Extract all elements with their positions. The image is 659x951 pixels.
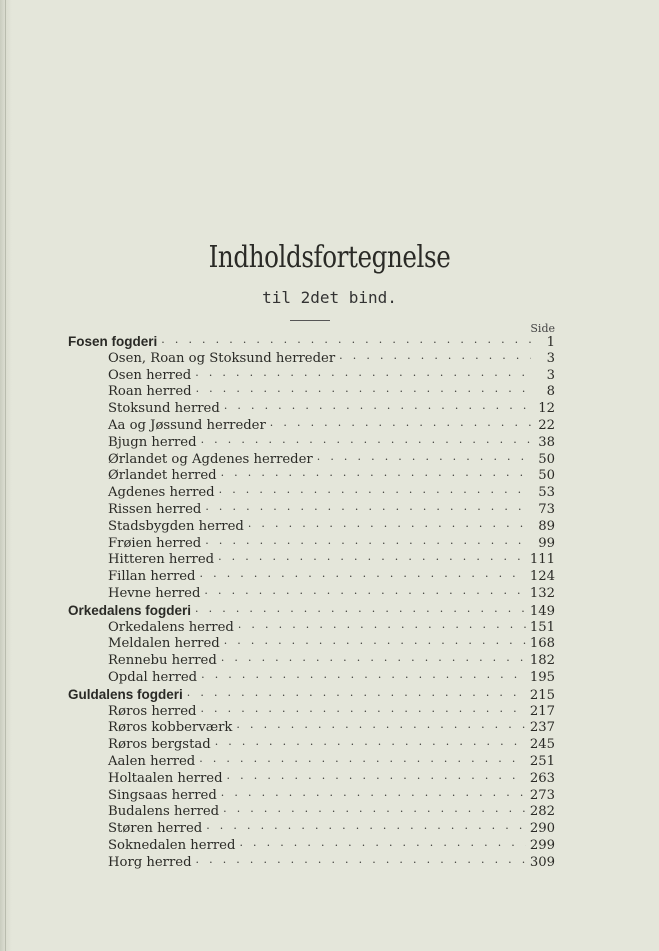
- toc-entry-label: Opdal herred: [108, 669, 198, 685]
- toc-entry-label: Ørlandet herred: [108, 468, 217, 484]
- toc-entry: [68, 754, 555, 771]
- page-subtitle: til 2det bind.: [262, 288, 397, 307]
- toc-entry: [68, 670, 555, 687]
- toc-leader-dots: [200, 704, 525, 721]
- toc-page-number: 245: [529, 737, 555, 753]
- toc-page-number: 73: [538, 501, 555, 517]
- toc-entry: [68, 653, 555, 670]
- toc-entry: [68, 821, 555, 838]
- toc-leader-dots: [248, 519, 531, 536]
- toc-leader-dots: [201, 435, 531, 452]
- toc-entry: [68, 384, 555, 401]
- toc-leader-dots: [227, 771, 526, 788]
- toc-page-number: 237: [529, 720, 555, 736]
- toc-leader-dots: [196, 855, 526, 872]
- toc-page-number: 3: [546, 367, 555, 383]
- toc-page-number: 215: [529, 687, 555, 703]
- page-binding-edge: [0, 0, 12, 951]
- toc-page-number: 50: [538, 468, 555, 484]
- toc-entry-label: Budalens herred: [108, 804, 220, 820]
- toc-page-number: 53: [538, 485, 555, 501]
- toc-page-number: 309: [529, 854, 555, 870]
- toc-entry-label: Holtaalen herred: [108, 770, 223, 786]
- toc-leader-dots: [236, 720, 525, 737]
- toc-leader-dots: [239, 838, 525, 855]
- toc-page-number: 299: [529, 837, 555, 853]
- toc-entry: [68, 636, 555, 653]
- toc-page-number: 251: [529, 753, 555, 769]
- toc-leader-dots: [200, 569, 526, 586]
- toc-leader-dots: [221, 468, 531, 485]
- toc-leader-dots: [206, 821, 526, 838]
- toc-entry: [68, 788, 555, 805]
- toc-entry: [68, 804, 555, 821]
- toc-entry: [68, 838, 555, 855]
- toc-entry-label: Støren herred: [108, 821, 203, 837]
- toc-entry: [68, 502, 555, 519]
- toc-entry: [68, 586, 555, 603]
- toc-page-number: 12: [538, 401, 555, 417]
- toc-leader-dots: [218, 552, 526, 569]
- toc-leader-dots: [215, 737, 526, 754]
- toc-page-number: 151: [529, 619, 555, 635]
- toc-entry: [68, 435, 555, 452]
- toc-entry: [68, 452, 555, 469]
- toc-entry-label: Soknedalen herred: [108, 837, 236, 853]
- toc-entry-label: Roan herred: [108, 384, 192, 400]
- toc-page-number: 50: [538, 451, 555, 467]
- toc-entry: [68, 737, 555, 754]
- toc-entry: [68, 771, 555, 788]
- toc-leader-dots: [161, 335, 531, 352]
- toc-leader-dots: [205, 536, 531, 553]
- toc-entry-label: Røros herred: [108, 703, 197, 719]
- toc-leader-dots: [204, 586, 525, 603]
- toc-section-entry: [68, 687, 555, 704]
- toc-entry: [68, 519, 555, 536]
- toc-entry: [68, 704, 555, 721]
- toc-page-number: 124: [529, 569, 555, 585]
- toc-page-number: 111: [529, 552, 555, 568]
- toc-leader-dots: [270, 418, 531, 435]
- toc-entry: [68, 552, 555, 569]
- toc-entry-label: Ørlandet og Agdenes herreder: [108, 451, 313, 467]
- toc-page-number: 282: [529, 804, 555, 820]
- toc-page-number: 3: [546, 350, 555, 366]
- toc-page-number: 290: [529, 821, 555, 837]
- toc-page-number: 1: [546, 335, 555, 350]
- toc-entry-label: Fosen fogderi: [68, 334, 158, 349]
- toc-leader-dots: [196, 384, 531, 401]
- toc-entry-label: Rissen herred: [108, 501, 202, 517]
- toc-page-number: 217: [529, 703, 555, 719]
- toc-leader-dots: [223, 804, 526, 821]
- toc-entry-label: Stadsbygden herred: [108, 518, 244, 534]
- page-title: Indholdsfortegnelse: [208, 240, 451, 275]
- toc-leader-dots: [205, 502, 531, 519]
- toc-leader-dots: [195, 604, 526, 621]
- toc-entry-label: Røros kobberværk: [108, 720, 233, 736]
- toc-leader-dots: [221, 653, 526, 670]
- page-column-label: Side: [530, 322, 555, 335]
- toc-page-number: 89: [538, 518, 555, 534]
- toc-page-number: 38: [538, 434, 555, 450]
- toc-entry-label: Aa og Jøssund herreder: [108, 417, 266, 433]
- toc-entry-label: Rennebu herred: [108, 653, 217, 669]
- toc-leader-dots: [195, 368, 531, 385]
- toc-page-number: 182: [529, 653, 555, 669]
- toc-entry: [68, 351, 555, 368]
- toc-entry-label: Osen herred: [108, 367, 192, 383]
- toc-page-number: 132: [529, 585, 555, 601]
- toc-leader-dots: [219, 485, 531, 502]
- toc-page-number: 168: [529, 636, 555, 652]
- toc-entry-label: Bjugn herred: [108, 434, 197, 450]
- toc-leader-dots: [339, 351, 531, 368]
- toc-entry-label: Guldalens fogderi: [68, 686, 183, 702]
- toc-entry-label: Stoksund herred: [108, 401, 220, 417]
- toc-leader-dots: [187, 688, 526, 705]
- toc-leader-dots: [224, 401, 531, 418]
- toc-entry-label: Røros bergstad: [108, 737, 211, 753]
- toc-entry: [68, 569, 555, 586]
- toc-entry: [68, 620, 555, 637]
- toc-entry: [68, 401, 555, 418]
- toc-entry-label: Frøien herred: [108, 535, 202, 551]
- toc-entry: [68, 536, 555, 553]
- table-of-contents: [68, 334, 555, 872]
- toc-entry: [68, 720, 555, 737]
- toc-entry-label: Meldalen herred: [108, 636, 220, 652]
- toc-entry-label: Agdenes herred: [108, 485, 215, 501]
- toc-entry-label: Orkedalens fogderi: [68, 602, 192, 618]
- toc-entry-label: Horg herred: [108, 854, 192, 870]
- toc-entry: [68, 855, 555, 872]
- toc-page-number: 273: [529, 787, 555, 803]
- toc-entry-label: Orkedalens herred: [108, 619, 234, 635]
- toc-leader-dots: [317, 452, 531, 469]
- toc-page-number: 8: [546, 384, 555, 400]
- toc-leader-dots: [224, 636, 526, 653]
- toc-leader-dots: [201, 670, 526, 687]
- toc-page-number: 195: [529, 669, 555, 685]
- toc-leader-dots: [221, 788, 526, 805]
- toc-entry-label: Hevne herred: [108, 585, 201, 601]
- toc-entry-label: Osen, Roan og Stoksund herreder: [108, 350, 336, 366]
- toc-page-number: 99: [538, 535, 555, 551]
- toc-entry: [68, 418, 555, 435]
- toc-entry: [68, 485, 555, 502]
- toc-page-number: 263: [529, 770, 555, 786]
- toc-page-number: 149: [529, 603, 555, 619]
- toc-entry-label: Singsaas herred: [108, 787, 217, 803]
- toc-entry-label: Hitteren herred: [108, 552, 215, 568]
- toc-leader-dots: [199, 754, 526, 771]
- toc-section-entry: [68, 603, 555, 620]
- toc-page-number: 22: [538, 417, 555, 433]
- toc-entry-label: Aalen herred: [108, 753, 196, 769]
- toc-entry: [68, 368, 555, 385]
- title-divider: [290, 320, 330, 321]
- toc-entry-label: Fillan herred: [108, 569, 196, 585]
- toc-entry: [68, 468, 555, 485]
- toc-leader-dots: [238, 620, 526, 637]
- toc-section-entry: [68, 334, 555, 351]
